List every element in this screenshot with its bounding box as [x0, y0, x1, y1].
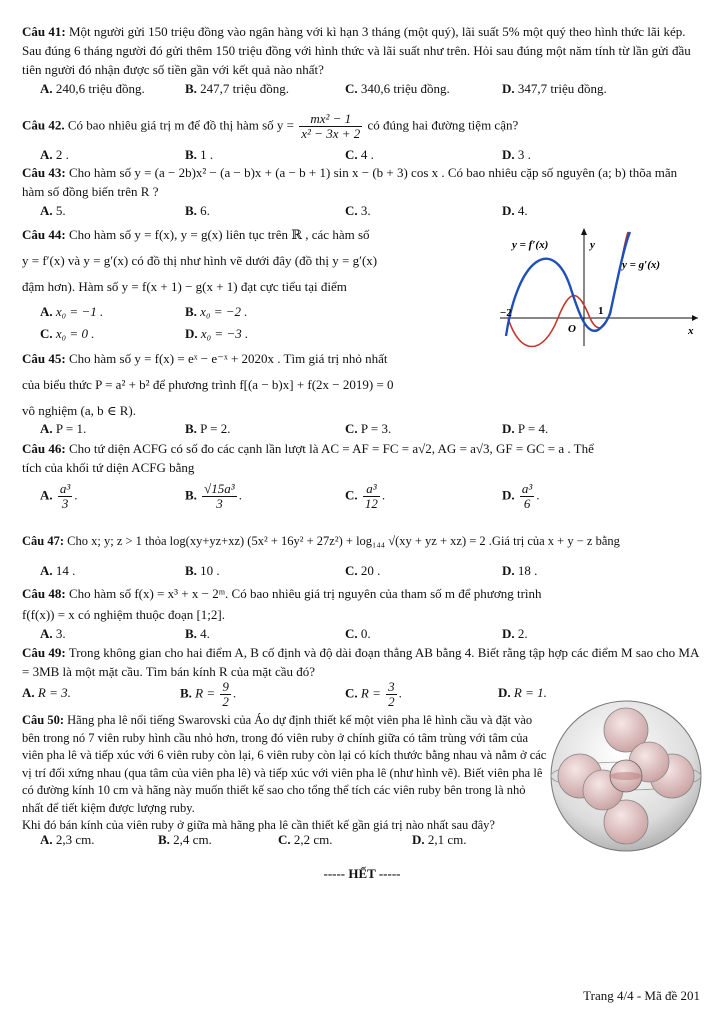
question-41	[22, 22, 702, 79]
question-44: Câu 44: Cho hàm số y = f(x), y = g(x) liên tục trên ℝ , các hàm số y = f′(x) và y = g′(x) có đồ thị như hình vẽ dưới đây (đồ thị y = g′(x) đậm hơn). Hàm số y = f(x + 1) − g(x + 1) đạt cực tiểu tại điểm	[22, 227, 378, 294]
option-a: A. 2 .	[40, 147, 69, 162]
question-label: Câu 41:	[22, 24, 66, 39]
option-c: C. $\frac{\text{a³}}{12}$ .	[345, 481, 386, 511]
option-d: D. 2.	[502, 626, 528, 641]
option-d: D. 4.	[502, 203, 528, 218]
option-b: B. 247,7 triệu đồng.	[185, 81, 289, 96]
question-48: Câu 48: Cho hàm số f(x) = x³ + x − 2ᵐ. Có bao nhiêu giá trị nguyên của tham số m để phương trình f(f(x)) = x có nghiệm thuộc đoạn [1;2].	[22, 586, 542, 622]
option-b: B. R = $\frac{9}{2}$ .	[180, 679, 237, 709]
question-46: Câu 46: Cho tứ diện ACFG có số đo các cạnh lần lượt là AC = AF = FC = a√2, AG = a√3, GF = GC = a . Thể tích của khối tứ diện ACFG bằng	[22, 441, 594, 475]
option-a: A. 5.	[40, 203, 66, 218]
crystal-sphere-figure	[548, 698, 704, 854]
option-a: A. R = 3.	[22, 685, 71, 700]
option-a: A. 2,3 cm.	[40, 832, 95, 847]
option-b: B. 4.	[185, 626, 210, 641]
option-c: C. 4 .	[345, 147, 374, 162]
question-43: Câu 43: Cho hàm số y = (a − 2b)x² − (a − b)x + (a − b + 1) sin x − (b + 3) cos x . Có bao nhiêu cặp số nguyên (a; b) thõa mãn hàm số đồng biến trên R ?	[22, 165, 678, 199]
ruby-center-band	[610, 772, 642, 780]
label-x: x	[688, 325, 694, 337]
option-c: C. 340,6 triệu đồng.	[345, 81, 450, 96]
x-axis-arrow	[692, 315, 698, 321]
question-label: Câu 44:	[22, 227, 66, 242]
question-49: Câu 49: Trong không gian cho hai điểm A, B cố định và độ dài đoạn thẳng AB bằng 4. Biết rằng tập hợp các điểm M sao cho MA = 3MB là một mặt cầu. Tìm bán kính R của mặt cầu đó?	[22, 645, 699, 679]
option-a: A. $\frac{\text{a³}}{3}$ .	[40, 481, 78, 511]
option-b: B. P = 2.	[185, 421, 231, 436]
option-c: C. R = $\frac{3}{2}$ .	[345, 679, 402, 709]
option-d: D. 18 .	[502, 563, 538, 578]
option-d: D. $\frac{\text{a³}}{6}$ .	[502, 481, 540, 511]
option-d: D. x₀ = −3 .	[185, 326, 249, 341]
option-c: C. 2,2 cm.	[278, 832, 333, 847]
derivative-graph	[498, 226, 702, 348]
label-y: y	[590, 239, 595, 251]
option-c: C. 3.	[345, 203, 371, 218]
option-b: B. $\frac{\text{√15a³}}{3}$ .	[185, 481, 242, 511]
label-g: y = g′(x)	[622, 259, 661, 271]
option-b: B. x₀ = −2 .	[185, 304, 248, 319]
option-d: D. P = 4.	[502, 421, 549, 436]
option-c: C. x₀ = 0 .	[40, 326, 95, 341]
option-d: D. 347,7 triệu đồng.	[502, 81, 607, 96]
y-axis-arrow	[581, 228, 587, 235]
option-d: D. R = 1.	[498, 685, 547, 700]
question-47: Câu 47: Cho x; y; z > 1 thỏa log(xy+yz+xz) (5x² + 16y² + 27z²) + log₁₄₄ √(xy + yz + xz) = 2 .Giá trị của x + y − z bằng	[22, 534, 620, 548]
option-a: A. 14 .	[40, 563, 76, 578]
option-a: A. P = 1.	[40, 421, 87, 436]
question-label: Câu 47:	[22, 534, 65, 548]
question-label: Câu 49:	[22, 645, 66, 660]
tick-pos: 1	[598, 305, 604, 317]
question-42: Câu 42. Có bao nhiêu giá trị m để đồ thị hàm số y = $\frac{\text{mx² − 1}}{\text{x² − 3x + 2}}$ có đúng hai đường tiệm cận?	[22, 111, 519, 141]
question-label: Câu 46:	[22, 441, 66, 456]
question-text: Một người gửi 150 triệu đồng vào ngân hàng với kì hạn 3 tháng (một quý), lãi suất 5% một quý theo hình thức lãi kép. Sau đúng 6 tháng người đó gửi thêm 150 triệu đồng với hình thức và lãi suất như trên. Hỏi sau đúng một năm tính từ lần gửi đầu tiên người đó nhận được số tiền gần với kết quả nào nhất?	[22, 24, 691, 77]
tick-neg: −2	[500, 307, 512, 319]
fraction: $\frac{\text{mx² − 1}}{\text{x² − 3x + 2}}$	[301, 111, 361, 141]
option-b: B. 1 .	[185, 147, 214, 162]
question-label: Câu 48:	[22, 586, 66, 601]
option-c: C. 20 .	[345, 563, 381, 578]
end-marker: ----- HẾT -----	[323, 866, 401, 881]
page-footer: Trang 4/4 - Mã đề 201	[583, 988, 700, 1003]
option-b: B. 6.	[185, 203, 210, 218]
option-a: A. 240,6 triệu đồng.	[40, 81, 145, 96]
question-label: Câu 45:	[22, 351, 66, 366]
option-d: D. 2,1 cm.	[412, 832, 467, 847]
question-label: Câu 42.	[22, 117, 65, 133]
option-c: C. P = 3.	[345, 421, 392, 436]
label-f: y = f′(x)	[512, 239, 549, 251]
option-a: A. x₀ = −1 .	[40, 304, 104, 319]
option-c: C. 0.	[345, 626, 371, 641]
question-label: Câu 50:	[22, 713, 65, 727]
option-b: B. 10 .	[185, 563, 220, 578]
question-label: Câu 43:	[22, 165, 66, 180]
option-d: D. 3 .	[502, 147, 531, 162]
option-a: A. 3.	[40, 626, 66, 641]
question-45: Câu 45: Cho hàm số y = f(x) = eˣ − e⁻ˣ + 2020x . Tìm giá trị nhỏ nhất của biểu thức P = a² + b² để phương trình f[(a − b)x] + f(2x − 2019) = 0 vô nghiệm (a, b ∈ R).	[22, 351, 394, 418]
question-50: Câu 50: Hãng pha lê nổi tiếng Swarovski của Áo dự định thiết kế một viên pha lê hình cầu và đặt vào bên trong nó 7 viên ruby hình cầu nhỏ hơn, trong đó viên ruby ở chính giữa có tâm trùng với tâm của viên pha lê và tiếp xúc với 6 viên ruby còn lại, 6 viên ruby còn lại có kích thước bằng nhau và nằm ở các vị trí đối xứng nhau (qua tâm của viên pha lê) và tiếp xúc với viên pha lê (như hình vẽ). Biết viên pha lê có đường kính 10 cm và hãng này muốn thiết kế sao cho tổng thể tích các viên ruby bên trong là nhỏ nhất để tiết kiệm được lượng ruby. Khi đó bán kính của viên ruby ở giữa mà hãng pha lê cần thiết kế gần giá trị nào nhất sau đây?	[22, 713, 547, 832]
option-b: B. 2,4 cm.	[158, 832, 212, 847]
origin-label: O	[568, 323, 576, 335]
